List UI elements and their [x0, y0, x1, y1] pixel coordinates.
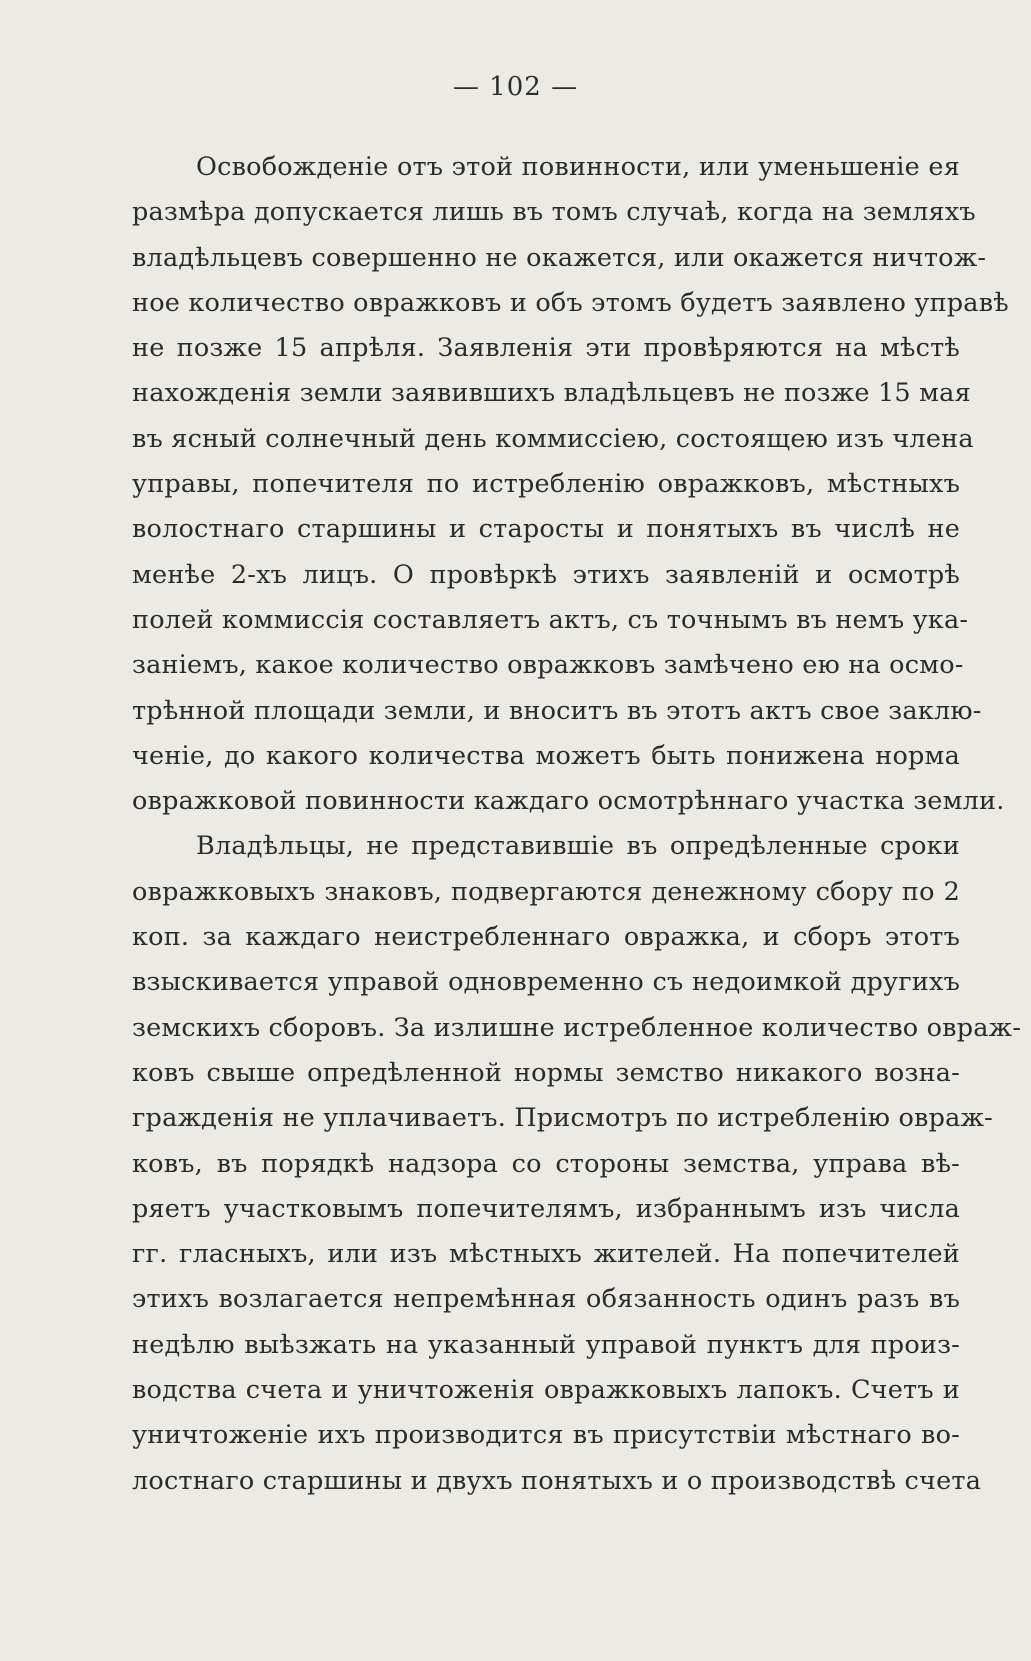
- text-line: лостнаго старшины и двухъ понятыхъ и о производствѣ счета: [132, 1465, 982, 1496]
- text-line: водства счета и уничтоженія овражковыхъ лапокъ. Счетъ и: [132, 1375, 960, 1406]
- text-line: коп. за каждаго неистребленнаго овражка, и сборъ этотъ: [132, 922, 960, 953]
- text-line: гражденія не уплачиваетъ. Присмотръ по истребленію овраж-: [132, 1103, 993, 1134]
- text-line: управы, попечителя по истребленію овражковъ, мѣстныхъ: [132, 469, 960, 500]
- text-line: недѣлю выѣзжать на указанный управой пунктъ для произ-: [132, 1329, 960, 1360]
- text-line: ряетъ участковымъ попечителямъ, избраннымъ изъ числа: [132, 1193, 960, 1224]
- text-line: ченіе, до какого количества можетъ быть понижена норма: [132, 740, 960, 771]
- text-line: трѣнной площади земли, и вноситъ въ этотъ актъ свое заклю-: [132, 695, 982, 726]
- text-line: уничтоженіе ихъ производится въ присутствіи мѣстнаго во-: [132, 1420, 960, 1451]
- text-line: нахожденія земли заявившихъ владѣльцевъ не позже 15 мая: [132, 378, 971, 409]
- text-line: гг. гласныхъ, или изъ мѣстныхъ жителей. На попечителей: [132, 1239, 960, 1270]
- text-line: Владѣльцы, не представившіе въ опредѣленные сроки: [196, 831, 960, 862]
- text-line: земскихъ сборовъ. За излишне истребленное количество овраж-: [132, 1012, 1022, 1043]
- text-line: овражковой повинности каждаго осмотрѣннаго участка земли.: [132, 786, 1005, 817]
- page-number: — 102 —: [452, 72, 579, 102]
- text-line: владѣльцевъ совершенно не окажется, или окажется ничтож-: [132, 242, 987, 273]
- text-line: волостнаго старшины и старосты и понятыхъ въ числѣ не: [132, 514, 960, 545]
- text-line: этихъ возлагается непремѣнная обязанность одинъ разъ въ: [132, 1284, 960, 1315]
- text-line: менѣе 2-хъ лицъ. О провѣркѣ этихъ заявленій и осмотрѣ: [132, 559, 960, 590]
- text-line: заніемъ, какое количество овражковъ замѣчено ею на осмо-: [132, 650, 964, 681]
- text-line: не позже 15 апрѣля. Заявленія эти провѣряются на мѣстѣ: [132, 333, 960, 364]
- body-text: [132, 145, 1022, 1504]
- text-line: ковъ, въ порядкѣ надзора со стороны земства, управа вѣ-: [132, 1148, 960, 1179]
- text-line: Освобожденіе отъ этой повинности, или уменьшеніе ея: [196, 152, 960, 182]
- text-line: ное количество овражковъ и объ этомъ будетъ заявлено управѣ: [132, 287, 1009, 318]
- text-line: ковъ свыше опредѣленной нормы земство никакого возна-: [132, 1057, 960, 1088]
- text-line: овражковыхъ знаковъ, подвергаются денежному сбору по 2: [132, 876, 960, 907]
- text-line: въ ясный солнечный день коммиссіею, состоящею изъ члена: [132, 423, 974, 454]
- text-line: размѣра допускается лишь въ томъ случаѣ, когда на земляхъ: [132, 197, 976, 228]
- text-line: взыскивается управой одновременно съ недоимкой другихъ: [132, 967, 960, 998]
- text-line: полей коммиссія составляетъ актъ, съ точнымъ въ немъ ука-: [132, 604, 969, 635]
